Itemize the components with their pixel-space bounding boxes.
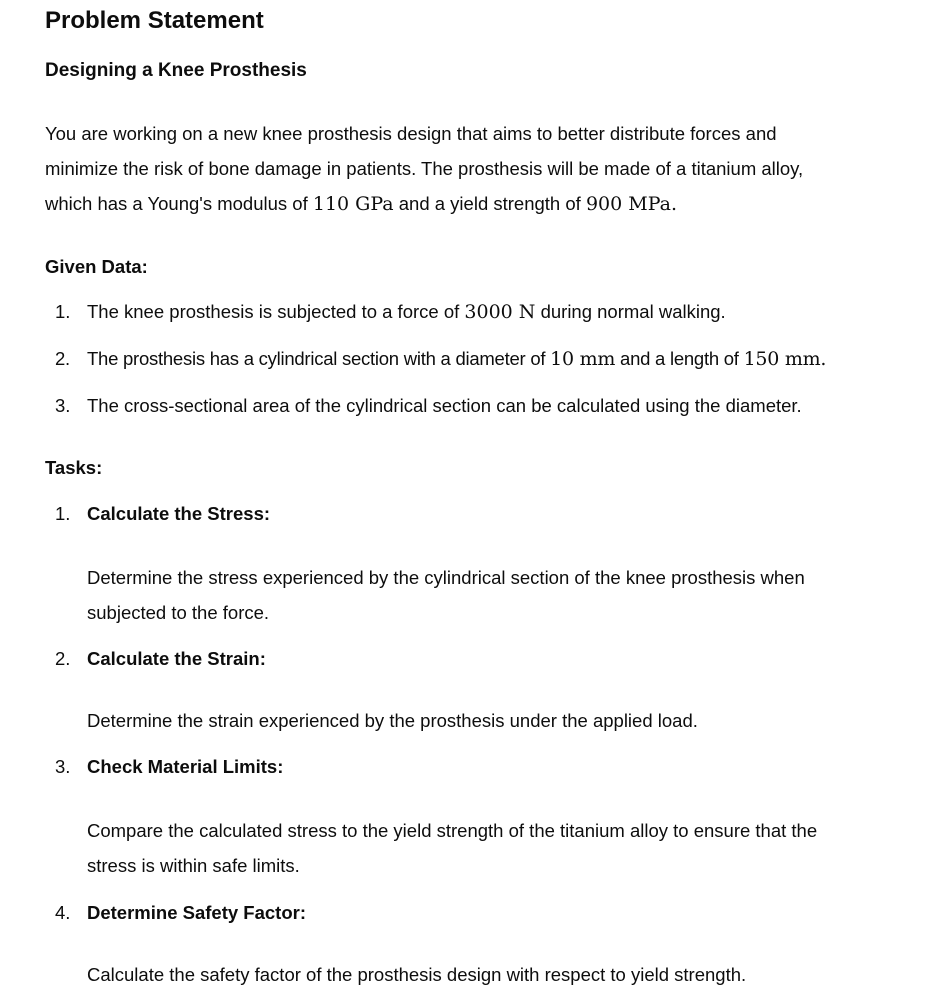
length-value: 150 mm. [743,348,827,370]
diameter-value: 10 mm [550,348,616,370]
yield-strength-value: 900 MPa. [585,193,677,215]
task-title: Check Material Limits: [87,756,284,777]
list-number: 2. [55,648,71,669]
task-item-2 [55,646,266,672]
page-subtitle: Designing a Knee Prosthesis [45,60,307,81]
task-description-2 [87,703,942,738]
intro-line-3b: and a yield strength of [393,193,586,214]
youngs-modulus-value: 110 GPa [312,193,394,215]
intro-line-1: You are working on a new knee prosthesis design that aims to better distribute forces and [45,123,777,144]
intro-line-3a: which has a Young's modulus of [45,193,313,214]
given-item-3 [55,393,802,419]
task-desc-line: Determine the stress experienced by the cylindrical section of the knee prosthesis when [87,567,805,588]
force-value: 3000 N [464,301,536,323]
task-desc-line: subjected to the force. [87,602,270,623]
task-desc-line: Compare the calculated stress to the yield strength of the titanium alloy to ensure that the [87,820,818,841]
task-description-3 [87,813,942,883]
task-title: Calculate the Strain: [87,648,266,669]
given-item-2 [55,346,826,372]
task-desc-line: stress is within safe limits. [87,855,300,876]
page-title: Problem Statement [45,7,264,34]
task-description-4 [87,957,942,992]
task-desc-line: Calculate the safety factor of the prosthesis design with respect to yield strength. [87,964,747,985]
given-data-heading: Given Data: [45,256,148,277]
list-number: 2. [55,348,70,369]
given-item-text: The prosthesis has a cylindrical section with a diameter of [87,348,551,369]
task-item-4 [55,900,306,926]
given-item-text: during normal walking. [535,301,726,322]
task-title: Determine Safety Factor: [87,902,306,923]
intro-line-2: minimize the risk of bone damage in patients. The prosthesis will be made of a titanium alloy, [45,158,804,179]
list-number: 1. [55,301,71,322]
task-desc-line: Determine the strain experienced by the prosthesis under the applied load. [87,710,698,731]
task-title: Calculate the Stress: [87,503,271,524]
list-number: 1. [55,503,71,524]
task-item-3 [55,754,283,780]
given-item-text: The cross-sectional area of the cylindrical section can be calculated using the diameter. [87,395,802,416]
list-number: 4. [55,902,71,923]
list-number: 3. [55,395,71,416]
intro-paragraph [45,116,935,222]
task-item-1 [55,501,270,527]
tasks-heading: Tasks: [45,457,103,478]
task-description-1 [87,560,942,630]
document-page [45,0,944,991]
given-item-1 [55,299,726,325]
given-item-text: The knee prosthesis is subjected to a force of [87,301,465,322]
list-number: 3. [55,756,71,777]
given-item-text: and a length of [615,348,744,369]
